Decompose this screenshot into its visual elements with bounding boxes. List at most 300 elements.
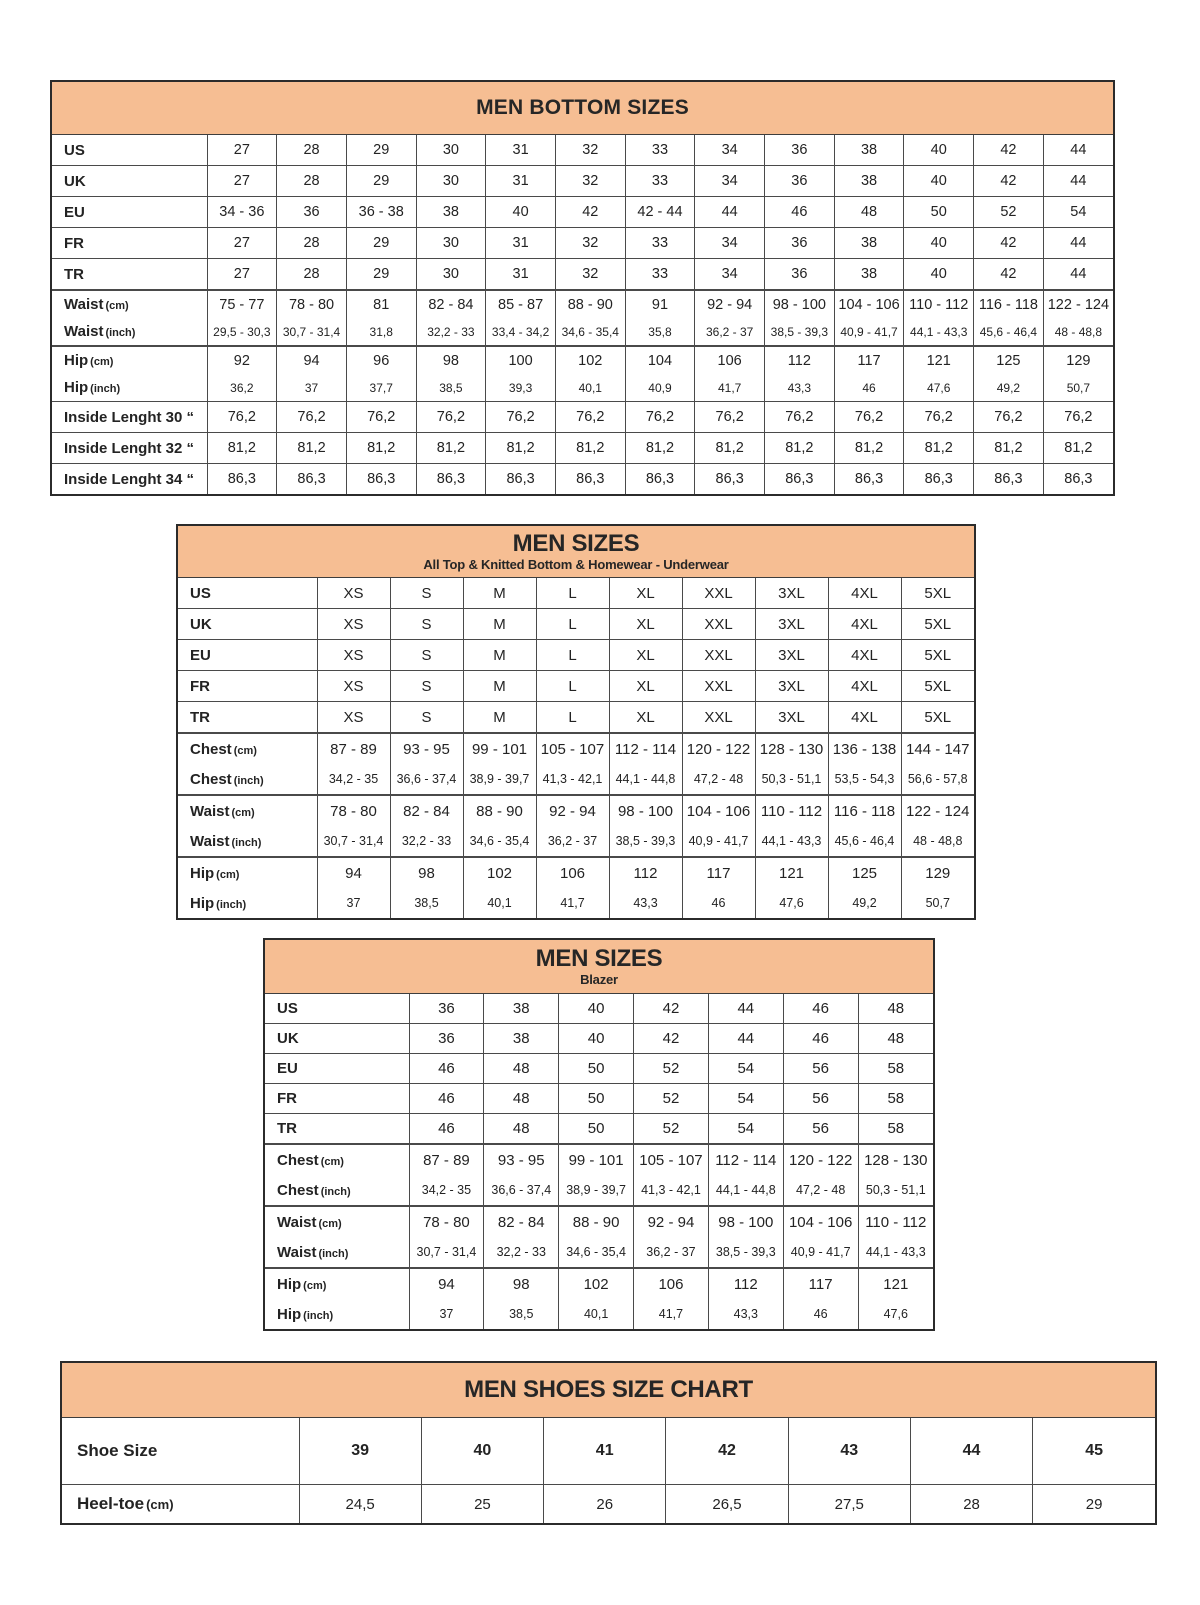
cell-value: 31 (486, 166, 556, 197)
row-label (52, 290, 207, 318)
row-label-text: TR (190, 708, 210, 726)
cell-value: 38,5 - 39,3 (708, 1237, 783, 1268)
row-label (265, 1114, 409, 1145)
cell-value: 38,9 - 39,7 (463, 764, 536, 795)
table-row (52, 166, 1113, 197)
cell-value: 44 (1043, 135, 1113, 166)
cell-value: 100 (486, 346, 556, 374)
cell-value: 94 (409, 1268, 484, 1299)
row-label (265, 1237, 409, 1268)
cell-value: 76,2 (765, 402, 835, 433)
table-row (178, 671, 974, 702)
cell-value: 98 (484, 1268, 559, 1299)
cell-value: 34,2 - 35 (317, 764, 390, 795)
cell-value: 121 (755, 857, 828, 888)
cell-value: 31 (486, 135, 556, 166)
cell-value: 85 - 87 (486, 290, 556, 318)
cell-value: 27 (207, 135, 277, 166)
cell-value: 81,2 (904, 433, 974, 464)
cell-value: 48 (834, 197, 904, 228)
cell-value: 38 (834, 228, 904, 259)
cell-value: 38,9 - 39,7 (559, 1175, 634, 1206)
cell-value: XL (609, 578, 682, 609)
cell-value: 129 (1043, 346, 1113, 374)
cell-value: 45,6 - 46,4 (828, 826, 901, 857)
cell-value: 112 - 114 (708, 1144, 783, 1175)
cell-value: 120 - 122 (682, 733, 755, 764)
cell-value: 117 (834, 346, 904, 374)
cell-value: 128 - 130 (755, 733, 828, 764)
cell-value: 96 (346, 346, 416, 374)
table-title: MEN SIZES (535, 944, 663, 972)
cell-value: 26,5 (666, 1485, 788, 1524)
cell-value: 3XL (755, 640, 828, 671)
cell-value: S (390, 671, 463, 702)
row-label (52, 346, 207, 374)
cell-value: 76,2 (1043, 402, 1113, 433)
row-label-unit: (cm) (90, 356, 114, 368)
cell-value: 41,3 - 42,1 (634, 1175, 709, 1206)
row-label (52, 197, 207, 228)
cell-value: 75 - 77 (207, 290, 277, 318)
cell-value: 82 - 84 (416, 290, 486, 318)
row-label-text: Waist (64, 323, 104, 340)
cell-value: XXL (682, 702, 755, 734)
cell-value: 110 - 112 (755, 795, 828, 826)
cell-value: 104 - 106 (834, 290, 904, 318)
cell-value: XXL (682, 609, 755, 640)
cell-value: 44 (695, 197, 765, 228)
cell-value: 37 (409, 1299, 484, 1329)
row-label-unit: (inch) (318, 1247, 349, 1260)
row-label (265, 1144, 409, 1175)
cell-value: 47,2 - 48 (783, 1175, 858, 1206)
cell-value: 40 (904, 228, 974, 259)
row-label-text: US (64, 141, 85, 159)
cell-value: 5XL (901, 609, 974, 640)
row-label-text: Chest (190, 770, 232, 788)
row-label (52, 402, 207, 433)
row-label (265, 994, 409, 1024)
cell-value: 36,2 - 37 (695, 318, 765, 346)
row-label (265, 1054, 409, 1084)
row-label-text: Chest (277, 1181, 319, 1199)
cell-value: 44 (1043, 259, 1113, 291)
cell-value: 98 - 100 (609, 795, 682, 826)
cell-value: 40 (559, 1024, 634, 1054)
cell-value: 29 (346, 135, 416, 166)
table-row (52, 402, 1113, 433)
cell-value: 54 (1043, 197, 1113, 228)
row-label-unit: (cm) (320, 1155, 344, 1168)
cell-value: 81,2 (695, 433, 765, 464)
cell-value: 104 - 106 (783, 1206, 858, 1237)
table-row (62, 1485, 1155, 1524)
cell-value: 92 (207, 346, 277, 374)
cell-value: 40 (904, 135, 974, 166)
cell-value: 44,1 - 43,3 (755, 826, 828, 857)
row-label (62, 1485, 299, 1524)
cell-value: 50,7 (901, 888, 974, 918)
cell-value: 27,5 (788, 1485, 910, 1524)
cell-value: 28 (277, 135, 347, 166)
cell-value: 98 (390, 857, 463, 888)
cell-value: 29,5 - 30,3 (207, 318, 277, 346)
table-row (265, 1114, 933, 1145)
cell-value: 81,2 (974, 433, 1044, 464)
cell-value: 86,3 (1043, 464, 1113, 495)
cell-value: 47,6 (858, 1299, 933, 1329)
cell-value: 4XL (828, 609, 901, 640)
table-row (178, 640, 974, 671)
cell-value: 30,7 - 31,4 (317, 826, 390, 857)
cell-value: 28 (277, 166, 347, 197)
cell-value: 46 (409, 1054, 484, 1084)
cell-value: 81,2 (834, 433, 904, 464)
cell-value: 42 (555, 197, 625, 228)
cell-value: 40 (904, 259, 974, 291)
cell-value: 45,6 - 46,4 (974, 318, 1044, 346)
cell-value: 34,6 - 35,4 (559, 1237, 634, 1268)
cell-value: 40,9 - 41,7 (682, 826, 755, 857)
cell-value: L (536, 640, 609, 671)
cell-value: 4XL (828, 702, 901, 734)
cell-value: 42 (634, 1024, 709, 1054)
row-label-text: Waist (277, 1243, 317, 1261)
cell-value: 36 (765, 228, 835, 259)
row-label-text: Hip (64, 352, 89, 369)
cell-value: S (390, 578, 463, 609)
cell-value: 86,3 (834, 464, 904, 495)
table-row (52, 464, 1113, 495)
cell-value: XXL (682, 671, 755, 702)
row-label-unit: (cm) (216, 868, 240, 881)
cell-value: 45 (1033, 1418, 1155, 1485)
cell-value: 32 (555, 135, 625, 166)
cell-value: 39,3 (486, 374, 556, 402)
cell-value: 34,6 - 35,4 (555, 318, 625, 346)
row-label (178, 733, 317, 764)
row-label (52, 464, 207, 495)
cell-value: 34,2 - 35 (409, 1175, 484, 1206)
cell-value: 105 - 107 (536, 733, 609, 764)
cell-value: L (536, 578, 609, 609)
table-row (178, 702, 974, 734)
cell-value: 40 (559, 994, 634, 1024)
row-label (178, 671, 317, 702)
cell-value: 27 (207, 259, 277, 291)
cell-value: 29 (1033, 1485, 1155, 1524)
cell-value: 76,2 (904, 402, 974, 433)
cell-value: 112 - 114 (609, 733, 682, 764)
cell-value: XL (609, 640, 682, 671)
row-label-text: US (277, 1000, 298, 1017)
cell-value: 48 (484, 1054, 559, 1084)
cell-value: 31 (486, 228, 556, 259)
row-label-text: TR (64, 265, 84, 283)
cell-value: 36 (765, 166, 835, 197)
cell-value: 92 - 94 (695, 290, 765, 318)
cell-value: 58 (858, 1084, 933, 1114)
table-row (265, 1024, 933, 1054)
table-subtitle: Blazer (580, 971, 618, 987)
cell-value: 58 (858, 1054, 933, 1084)
cell-value: 52 (634, 1054, 709, 1084)
cell-value: 76,2 (625, 402, 695, 433)
cell-value: 106 (695, 346, 765, 374)
table-row (52, 135, 1113, 166)
cell-value: 104 - 106 (682, 795, 755, 826)
cell-value: 32 (555, 259, 625, 291)
cell-value: 78 - 80 (317, 795, 390, 826)
cell-value: 38 (484, 1024, 559, 1054)
cell-value: XS (317, 578, 390, 609)
table-row (52, 346, 1113, 374)
row-label (265, 1084, 409, 1114)
row-label (178, 764, 317, 795)
cell-value: 88 - 90 (463, 795, 536, 826)
cell-value: 86,3 (555, 464, 625, 495)
cell-value: 93 - 95 (484, 1144, 559, 1175)
cell-value: 43,3 (708, 1299, 783, 1329)
cell-value: 42 - 44 (625, 197, 695, 228)
cell-value: 106 (634, 1268, 709, 1299)
cell-value: 81,2 (625, 433, 695, 464)
cell-value: 76,2 (346, 402, 416, 433)
cell-value: 44 (708, 994, 783, 1024)
cell-value: 34 (695, 135, 765, 166)
cell-value: 4XL (828, 578, 901, 609)
cell-value: 52 (634, 1084, 709, 1114)
row-label-text: UK (190, 615, 212, 633)
cell-value: 5XL (901, 702, 974, 734)
cell-value: 110 - 112 (904, 290, 974, 318)
cell-value: 121 (858, 1268, 933, 1299)
row-label-text: Chest (277, 1151, 319, 1169)
cell-value: XL (609, 671, 682, 702)
cell-value: 99 - 101 (463, 733, 536, 764)
table-title: MEN BOTTOM SIZES (476, 96, 689, 120)
cell-value: 86,3 (974, 464, 1044, 495)
cell-value: 36,2 - 37 (536, 826, 609, 857)
cell-value: 42 (634, 994, 709, 1024)
cell-value: 46 (765, 197, 835, 228)
cell-value: 86,3 (904, 464, 974, 495)
row-label (265, 1175, 409, 1206)
row-label-text: UK (277, 1030, 299, 1047)
row-label (178, 826, 317, 857)
cell-value: 102 (555, 346, 625, 374)
cell-value: 102 (559, 1268, 634, 1299)
row-label-unit: (cm) (318, 1217, 342, 1230)
cell-value: XL (609, 609, 682, 640)
cell-value: 40,9 - 41,7 (783, 1237, 858, 1268)
row-label (52, 166, 207, 197)
cell-value: XL (609, 702, 682, 734)
cell-value: 50 (559, 1084, 634, 1114)
cell-value: 29 (346, 259, 416, 291)
cell-value: 32,2 - 33 (484, 1237, 559, 1268)
cell-value: 5XL (901, 671, 974, 702)
cell-value: 98 (416, 346, 486, 374)
cell-value: 76,2 (974, 402, 1044, 433)
row-label (52, 318, 207, 346)
men-sizes-top-table (176, 524, 976, 920)
cell-value: 34 (695, 259, 765, 291)
row-label-text: EU (190, 646, 211, 664)
cell-value: 88 - 90 (559, 1206, 634, 1237)
cell-value: 87 - 89 (317, 733, 390, 764)
row-label-unit: (cm) (303, 1279, 327, 1292)
cell-value: 28 (277, 259, 347, 291)
cell-value: 36 (409, 1024, 484, 1054)
cell-value: 82 - 84 (484, 1206, 559, 1237)
cell-value: 76,2 (486, 402, 556, 433)
cell-value: S (390, 609, 463, 640)
row-label-unit: (inch) (216, 898, 247, 911)
cell-value: 3XL (755, 702, 828, 734)
cell-value: 43,3 (765, 374, 835, 402)
cell-value: 28 (277, 228, 347, 259)
cell-value: XS (317, 609, 390, 640)
cell-value: 125 (974, 346, 1044, 374)
cell-value: 42 (974, 135, 1044, 166)
cell-value: 86,3 (625, 464, 695, 495)
cell-value: 48 (484, 1084, 559, 1114)
cell-value: 29 (346, 228, 416, 259)
table-row (265, 1268, 933, 1299)
cell-value: 40,9 (625, 374, 695, 402)
row-label (52, 135, 207, 166)
cell-value: 136 - 138 (828, 733, 901, 764)
row-label (52, 374, 207, 402)
cell-value: 46 (409, 1114, 484, 1145)
cell-value: 37,7 (346, 374, 416, 402)
cell-value: 44,1 - 44,8 (609, 764, 682, 795)
men-shoes-size-header (62, 1363, 1155, 1418)
row-label-text: FR (190, 677, 210, 695)
cell-value: 4XL (828, 671, 901, 702)
table-row (52, 197, 1113, 228)
row-label-text: EU (277, 1060, 298, 1077)
cell-value: 102 (463, 857, 536, 888)
cell-value: 38,5 (390, 888, 463, 918)
cell-value: 43 (788, 1418, 910, 1485)
cell-value: 122 - 124 (1043, 290, 1113, 318)
cell-value: 32 (555, 228, 625, 259)
row-label-unit: (cm) (233, 744, 257, 757)
cell-value: 110 - 112 (858, 1206, 933, 1237)
cell-value: 38 (416, 197, 486, 228)
men-sizes-top-header (178, 526, 974, 578)
cell-value: 36,2 (207, 374, 277, 402)
cell-value: 99 - 101 (559, 1144, 634, 1175)
cell-value: 48 (858, 994, 933, 1024)
cell-value: 44 (1043, 228, 1113, 259)
cell-value: 48 (858, 1024, 933, 1054)
cell-value: 30,7 - 31,4 (277, 318, 347, 346)
cell-value: 86,3 (277, 464, 347, 495)
cell-value: 94 (277, 346, 347, 374)
cell-value: 46 (783, 1299, 858, 1329)
cell-value: 116 - 118 (974, 290, 1044, 318)
cell-value: 34,6 - 35,4 (463, 826, 536, 857)
cell-value: XS (317, 702, 390, 734)
row-label (178, 578, 317, 609)
cell-value: 40 (421, 1418, 543, 1485)
cell-value: 117 (783, 1268, 858, 1299)
row-label-unit: (inch) (90, 383, 121, 395)
row-label-unit: (inch) (231, 836, 262, 849)
cell-value: 56 (783, 1084, 858, 1114)
cell-value: 3XL (755, 671, 828, 702)
table-row (265, 1144, 933, 1175)
cell-value: 36 (765, 135, 835, 166)
row-label-text: Inside Lenght 30 “ (64, 408, 195, 426)
cell-value: 50,3 - 51,1 (755, 764, 828, 795)
cell-value: 42 (974, 259, 1044, 291)
row-label (52, 259, 207, 291)
cell-value: 33 (625, 259, 695, 291)
cell-value: 33 (625, 166, 695, 197)
row-label-text: UK (64, 172, 86, 190)
cell-value: 47,6 (904, 374, 974, 402)
table-row (265, 1299, 933, 1329)
table-row (265, 1206, 933, 1237)
cell-value: 81,2 (207, 433, 277, 464)
cell-value: 122 - 124 (901, 795, 974, 826)
cell-value: 36,2 - 37 (634, 1237, 709, 1268)
cell-value: 91 (625, 290, 695, 318)
row-label-unit: (inch) (303, 1309, 334, 1322)
row-label-text: Hip (190, 864, 215, 882)
row-label-text: Hip (277, 1305, 302, 1323)
row-label (178, 702, 317, 734)
cell-value: 37 (317, 888, 390, 918)
cell-value: M (463, 609, 536, 640)
cell-value: 30 (416, 135, 486, 166)
row-label (178, 795, 317, 826)
cell-value: 94 (317, 857, 390, 888)
cell-value: 28 (910, 1485, 1032, 1524)
cell-value: 40 (486, 197, 556, 228)
cell-value: 81,2 (486, 433, 556, 464)
cell-value: 76,2 (277, 402, 347, 433)
table-row (178, 733, 974, 764)
cell-value: L (536, 609, 609, 640)
cell-value: 30 (416, 259, 486, 291)
cell-value: 50 (904, 197, 974, 228)
cell-value: 81,2 (765, 433, 835, 464)
cell-value: 49,2 (828, 888, 901, 918)
table-row (62, 1418, 1155, 1485)
cell-value: 27 (207, 166, 277, 197)
cell-value: 38 (834, 135, 904, 166)
cell-value: 48 - 48,8 (901, 826, 974, 857)
cell-value: 54 (708, 1054, 783, 1084)
cell-value: 32,2 - 33 (390, 826, 463, 857)
cell-value: 29 (346, 166, 416, 197)
row-label (178, 857, 317, 888)
row-label (178, 640, 317, 671)
cell-value: L (536, 671, 609, 702)
cell-value: 52 (634, 1114, 709, 1145)
cell-value: 46 (783, 994, 858, 1024)
cell-value: 125 (828, 857, 901, 888)
cell-value: 43,3 (609, 888, 682, 918)
row-label (265, 1268, 409, 1299)
men-sizes-blazer-table (263, 938, 935, 1331)
